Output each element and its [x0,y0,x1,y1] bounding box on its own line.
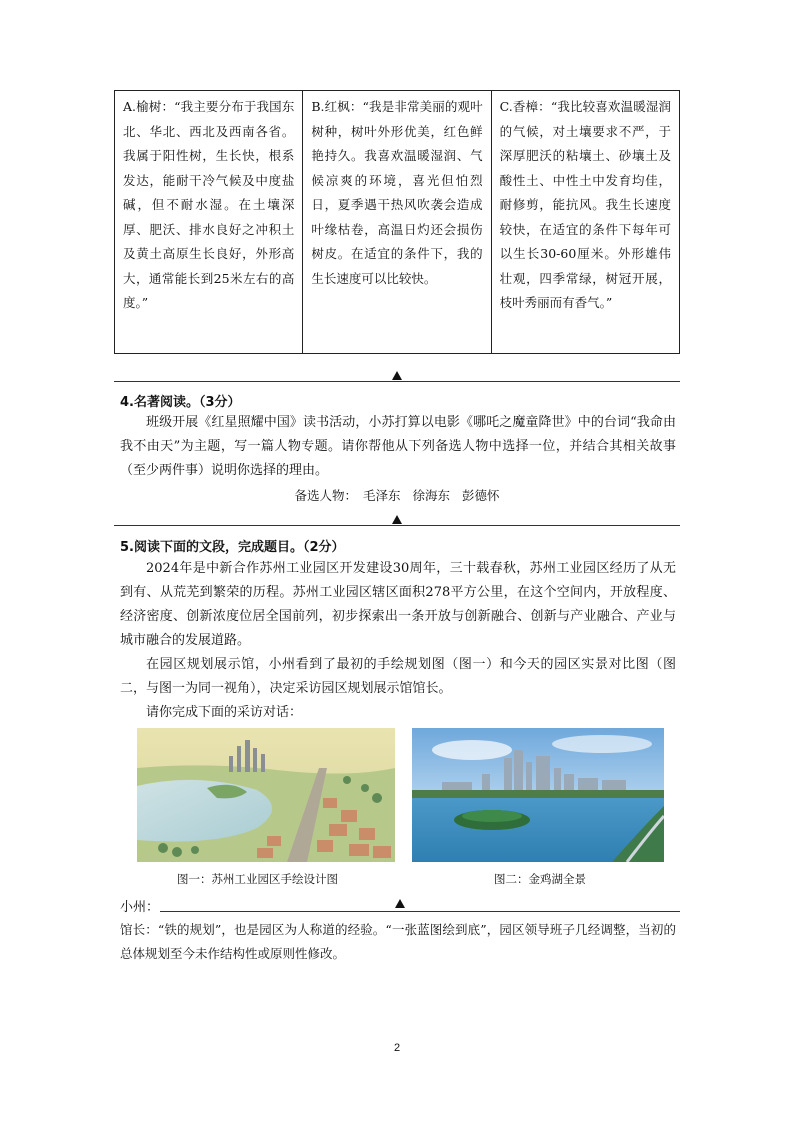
question-5-paragraph-2: 在园区规划展示馆，小州看到了最初的手绘规划图（图一）和今天的园区实景对比图（图二，与图一为同一视角），决定采访园区规划展示馆馆长。 [120,657,676,696]
figure-1-hand-drawn-plan [137,728,395,862]
candidate-item: 徐海东 [412,488,451,503]
figure-2-jinji-lake-photo [412,728,664,862]
question-4-text: 班级开展《红星照耀中国》读书活动，小苏打算以电影《哪吒之魔童降世》中的台词“我命由我不由天”为主题，写一篇人物专题。请你帮他从下列备选人物中选择一位，并结合其相关故事（至少两件事）说明你选择的理由。 [120,415,676,478]
question-4-heading: 4.名著阅读。（3分） [120,395,241,410]
figure-2-caption: 图二：金鸡湖全景 [494,872,586,886]
question-5-heading: 5.阅读下面的文段，完成题目。（2分） [120,540,345,555]
question-5-paragraph-1: 2024年是中新合作苏州工业园区开发建设30周年，三十载春秋，苏州工业园区经历了从无到有、从荒芜到繁荣的历程。苏州工业园区辖区面积278平方公里，在这个空间内，开放程度、经济密度、创新浓度位居全国前列，初步探索出一条开放与创新融合、创新与产业融合、产业与城市融合的发展道路。 [120,561,676,648]
candidate-item: 彭德怀 [462,488,500,503]
interview-question-line [120,896,680,914]
xiaozhou-label: 小州： [120,900,160,915]
curator-reply: 馆长：“铁的规划”，也是园区为人称道的经验。“一张蓝图绘到底”，园区领导班子几经调整，当初的总体规划至今未作结构性或原则性修改。 [120,922,676,961]
question-5-paragraph-3: 请你完成下面的采访对话： [146,705,303,720]
candidate-item: 毛泽东 [362,488,401,503]
candidates-label: 备选人物： [294,488,357,503]
tree-cell-elm: A.榆树：“我主要分布于我国东北、华北、西北及西南各省。我属于阳性树，生长快，根系发达，能耐干冷气候及中度盐碱，但不耐水湿。在土壤深厚、肥沃、排水良好之冲积土及黄土高原生长良好，外形高大，通常能长到25米左右的高度。” [115,91,303,354]
figure-1-caption: 图一：苏州工业园区手绘设计图 [177,872,338,886]
tree-cell-red-maple: B.红枫：“我是非常美丽的观叶树种，树叶外形优美，红色鲜艳持久。我喜欢温暖湿润、气候凉爽的环境，喜光但怕烈日，夏季遇干热风吹袭会造成叶缘枯卷，高温日灼还会损伤树皮。在适宜的条件下，我的生长速度可以比较快。 [303,91,491,354]
page-number: 2 [393,1042,401,1054]
answer-line-3 [114,368,680,382]
answer-line-4 [114,512,680,526]
answer-blank[interactable] [160,911,680,912]
answer-marker-triangle [392,371,402,380]
answer-marker-triangle [392,515,402,524]
answer-marker-triangle [395,899,405,908]
tree-cell-camphor: C.香樟：“我比较喜欢温暖湿润的气候，对土壤要求不严，于深厚肥沃的粘壤土、砂壤土及酸性土、中性土中发育均佳，耐修剪，能抗风。我生长速度较快，在适宜的条件下每年可以生长30-60厘米。外形雄伟壮观，四季常绿，树冠开展，枝叶秀丽而有香气。” [491,91,679,354]
candidate-list [0,486,794,504]
tree-table [114,90,680,354]
